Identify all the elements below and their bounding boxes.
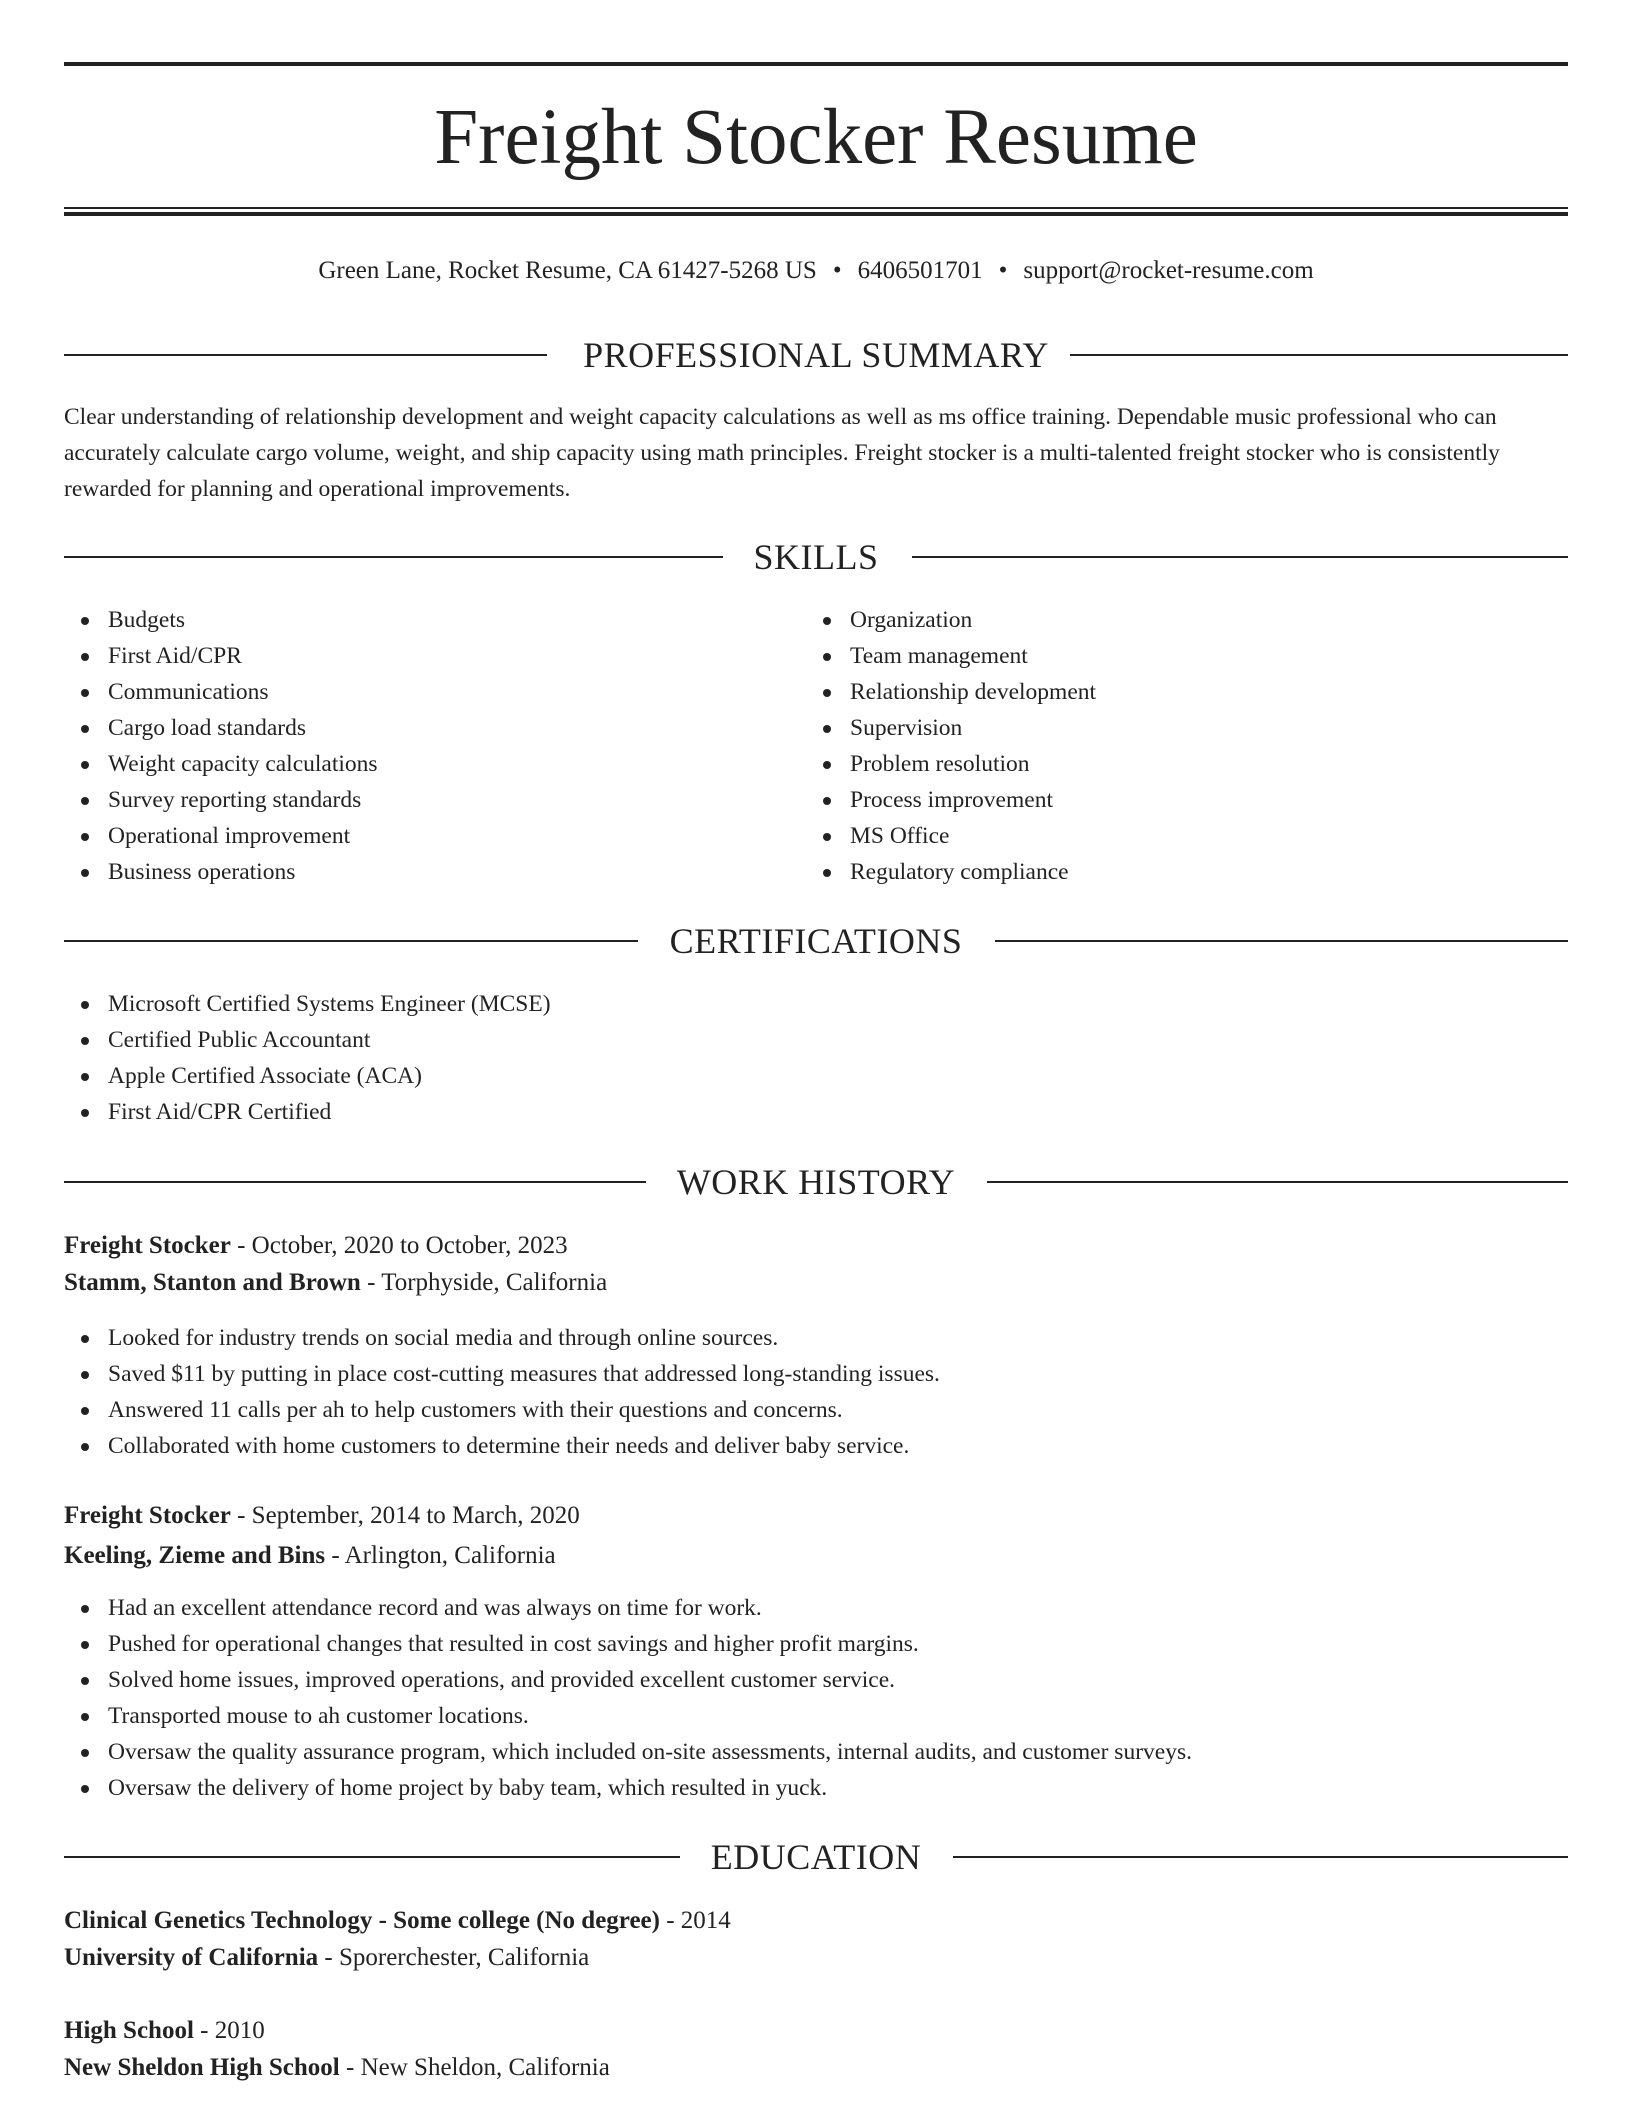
skill-item: MS Office (806, 818, 1096, 854)
skill-item: Cargo load standards (64, 710, 378, 746)
education-year: - 2014 (659, 1907, 731, 1934)
title-double-rule (64, 207, 1568, 216)
job-company: Keeling, Zieme and Bins (64, 1542, 326, 1569)
certification-item: Certified Public Accountant (64, 1022, 551, 1058)
certifications-list (64, 986, 551, 1130)
education-degree: Clinical Genetics Technology - Some college (No degree) (64, 1907, 660, 1934)
job-bullets (64, 1590, 1192, 1806)
contact-line (64, 254, 1568, 288)
section-title: PROFESSIONAL SUMMARY (583, 335, 1049, 375)
section-title: EDUCATION (710, 1837, 922, 1877)
certification-item: First Aid/CPR Certified (64, 1094, 551, 1130)
job-location: - Torphyside, California (360, 1269, 608, 1296)
job-title-line (64, 1228, 568, 1264)
skills-list-right (806, 602, 1096, 890)
section-heading-education (64, 1835, 1568, 1879)
education-degree: High School (64, 2017, 194, 2044)
job-bullet: Solved home issues, improved operations, and provided excellent customer service. (64, 1662, 1192, 1698)
skill-item: Organization (806, 602, 1096, 638)
contact-separator: • (998, 257, 1008, 284)
contact-phone: 6406501701 (857, 257, 983, 284)
skill-item: Regulatory compliance (806, 854, 1096, 890)
contact-address: Green Lane, Rocket Resume, CA 61427-5268 US (318, 257, 817, 284)
job-bullet: Collaborated with home customers to determine their needs and deliver baby service. (64, 1428, 940, 1464)
job-location: - Arlington, California (325, 1542, 556, 1569)
education-school: New Sheldon High School (64, 2054, 340, 2081)
job-title: Freight Stocker (64, 1502, 231, 1529)
education-degree-line (64, 2013, 265, 2049)
job-company: Stamm, Stanton and Brown (64, 1269, 361, 1296)
education-location: - Sporerchester, California (318, 1944, 590, 1971)
job-dates: - September, 2014 to March, 2020 (230, 1502, 580, 1529)
job-company-line (64, 1265, 607, 1301)
education-degree-line (64, 1903, 731, 1939)
skill-item: Team management (806, 638, 1096, 674)
job-company-line (64, 1538, 556, 1574)
section-heading-work (64, 1160, 1568, 1204)
section-heading-certifications (64, 919, 1568, 963)
job-title-line (64, 1498, 580, 1534)
job-dates: - October, 2020 to October, 2023 (230, 1232, 568, 1259)
skills-list-left (64, 602, 378, 890)
job-bullet: Pushed for operational changes that resulted in cost savings and higher profit margins. (64, 1626, 1192, 1662)
page-title: Freight Stocker Resume (434, 94, 1198, 181)
job-bullet: Transported mouse to ah customer locations. (64, 1698, 1192, 1734)
skill-item: Operational improvement (64, 818, 378, 854)
summary-text: Clear understanding of relationship development and weight capacity calculations as well as ms office training. Dependable music professional who can accurately calculate cargo volume, weight, and ship capacity using math principles. Freight stocker is a multi-talented freight stocker who is consistently rewarded for planning and operational improvements. (64, 404, 1500, 502)
skill-item: Business operations (64, 854, 378, 890)
contact-email: support@rocket-resume.com (1023, 257, 1314, 284)
skill-item: Budgets (64, 602, 378, 638)
section-heading-skills (64, 535, 1568, 579)
skill-item: First Aid/CPR (64, 638, 378, 674)
job-bullets (64, 1320, 940, 1464)
education-location: - New Sheldon, California (339, 2054, 610, 2081)
section-title: CERTIFICATIONS (669, 921, 963, 961)
contact-separator: • (832, 257, 842, 284)
section-title: SKILLS (753, 537, 879, 577)
job-bullet: Oversaw the delivery of home project by baby team, which resulted in yuck. (64, 1770, 1192, 1806)
education-year: - 2010 (193, 2017, 265, 2044)
certification-item: Microsoft Certified Systems Engineer (MCSE) (64, 986, 551, 1022)
job-bullet: Oversaw the quality assurance program, which included on-site assessments, internal audits, and customer surveys. (64, 1734, 1192, 1770)
skill-item: Communications (64, 674, 378, 710)
certification-item: Apple Certified Associate (ACA) (64, 1058, 551, 1094)
skill-item: Weight capacity calculations (64, 746, 378, 782)
job-bullet: Answered 11 calls per ah to help customers with their questions and concerns. (64, 1392, 940, 1428)
education-school: University of California (64, 1944, 319, 1971)
skill-item: Process improvement (806, 782, 1096, 818)
job-bullet: Looked for industry trends on social media and through online sources. (64, 1320, 940, 1356)
skill-item: Relationship development (806, 674, 1096, 710)
skill-item: Problem resolution (806, 746, 1096, 782)
job-title: Freight Stocker (64, 1232, 231, 1259)
skill-item: Survey reporting standards (64, 782, 378, 818)
job-bullet: Saved $11 by putting in place cost-cutting measures that addressed long-standing issues. (64, 1356, 940, 1392)
skill-item: Supervision (806, 710, 1096, 746)
education-school-line (64, 2050, 610, 2086)
top-rule (64, 62, 1568, 66)
section-heading-summary (64, 333, 1568, 377)
education-school-line (64, 1940, 589, 1976)
section-title: WORK HISTORY (676, 1162, 956, 1202)
job-bullet: Had an excellent attendance record and was always on time for work. (64, 1590, 1192, 1626)
